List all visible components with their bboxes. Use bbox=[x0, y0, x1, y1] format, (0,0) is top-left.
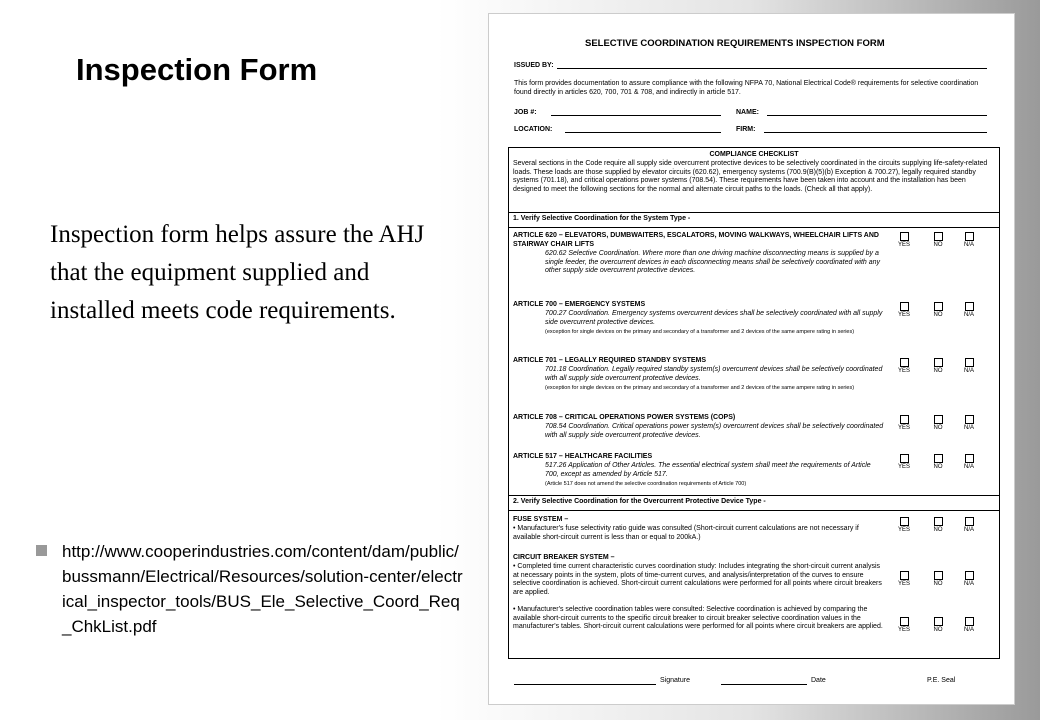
article-701-heading: ARTICLE 701 – LEGALLY REQUIRED STANDBY SYSTEMS bbox=[513, 357, 707, 364]
issued-by-label: ISSUED BY: bbox=[514, 62, 554, 69]
article-517-text: 517.26 Application of Other Articles. The essential electrical system shall meet the requirements of Article 700, except as amended by Article 517. bbox=[545, 462, 871, 478]
location-label: LOCATION: bbox=[514, 126, 553, 133]
cb-tables-no-checkbox[interactable]: NO bbox=[929, 617, 947, 633]
article-708-yes-checkbox[interactable]: YES bbox=[895, 415, 913, 431]
article-620-no-checkbox[interactable]: NO bbox=[929, 232, 947, 248]
section2-heading: 2. Verify Selective Coordination for the Overcurrent Protective Device Type - bbox=[513, 498, 766, 505]
article-517-na-checkbox[interactable]: N/A bbox=[960, 454, 978, 470]
fuse-system-text: • Manufacturer's fuse selectivity ratio guide was consulted (Short-circuit current calculations are not necessary if available short-circuit current is less than or equal to 200kA.) bbox=[513, 525, 859, 541]
fuse-yes-checkbox[interactable]: YES bbox=[895, 517, 913, 533]
fuse-system-heading: FUSE SYSTEM – bbox=[513, 516, 569, 523]
signature-line bbox=[514, 684, 656, 685]
firm-line bbox=[764, 132, 987, 133]
cb-study-yes-checkbox[interactable]: YES bbox=[895, 571, 913, 587]
reference-link[interactable]: http://www.cooperindustries.com/content/dam/public/bussmann/Electrical/Resources/solution-center/electrical_inspector_tools/BUS_Ele_Selective_Coord_Req_ChkList.pdf bbox=[62, 542, 463, 636]
article-517-yes-checkbox[interactable]: YES bbox=[895, 454, 913, 470]
article-620-yes-checkbox[interactable]: YES bbox=[895, 232, 913, 248]
job-label: JOB #: bbox=[514, 109, 537, 116]
article-701-na-checkbox[interactable]: N/A bbox=[960, 358, 978, 374]
article-517-no-checkbox[interactable]: NO bbox=[929, 454, 947, 470]
circuit-breaker-text-1: • Completed time current characteristic curves coordination study: Includes integrating the short-circuit current analysis at necessary points in the system, plots of time-current curves, and analysis/interpretation of the curves to ensure selective coordination is achieved. Short-circuit current calculations were performed for all points where circuit breakers are applied. bbox=[513, 563, 882, 596]
cb-study-na-checkbox[interactable]: N/A bbox=[960, 571, 978, 587]
signature-label: Signature bbox=[660, 677, 690, 684]
article-708-na-checkbox[interactable]: N/A bbox=[960, 415, 978, 431]
article-708-text: 708.54 Coordination. Critical operations power system(s) overcurrent devices shall be selectively coordinated with all supply side overcurrent protective devices. bbox=[545, 423, 884, 439]
form-intro: This form provides documentation to assure compliance with the following NFPA 70, National Electrical Code® requirements for selective coordination found directly in articles 620, 700, 701 & 708, and indirectly in article 517. bbox=[514, 80, 979, 96]
article-701-note: (exception for single devices on the primary and secondary of a transformer and 2 devices of the same ampere rating in series) bbox=[545, 385, 855, 391]
fuse-no-checkbox[interactable]: NO bbox=[929, 517, 947, 533]
circuit-breaker-text-2: • Manufacturer's selective coordination tables were consulted: Selective coordination is achieved by comparing the available short-circuit currents to the specific circuit breaker to circuit breaker selective coordination values in the manufacturer's tables. Short-circuit current calculations were performed for all points where circuit breakers are applied. bbox=[513, 606, 883, 631]
article-620-text: 620.62 Selective Coordination. Where more than one driving machine disconnecting means is supplied by a single feeder, the overcurrent devices in each disconnecting means shall be selectively coordinated with any other supply side overcurrent protective devices. bbox=[545, 250, 881, 275]
date-line bbox=[721, 684, 807, 685]
form-title: SELECTIVE COORDINATION REQUIREMENTS INSPECTION FORM bbox=[585, 38, 885, 49]
firm-label: FIRM: bbox=[736, 126, 756, 133]
divider bbox=[509, 495, 999, 496]
issued-by-line bbox=[557, 68, 987, 69]
circuit-breaker-heading: CIRCUIT BREAKER SYSTEM – bbox=[513, 554, 615, 561]
compliance-checklist-box bbox=[508, 147, 1000, 659]
slide-title: Inspection Form bbox=[76, 52, 318, 87]
fuse-na-checkbox[interactable]: N/A bbox=[960, 517, 978, 533]
article-700-no-checkbox[interactable]: NO bbox=[929, 302, 947, 318]
article-517-heading: ARTICLE 517 – HEALTHCARE FACILITIES bbox=[513, 453, 653, 460]
checklist-title: COMPLIANCE CHECKLIST bbox=[709, 151, 799, 158]
divider bbox=[509, 212, 999, 213]
date-label: Date bbox=[811, 677, 826, 684]
article-701-yes-checkbox[interactable]: YES bbox=[895, 358, 913, 374]
pe-seal-label: P.E. Seal bbox=[927, 677, 956, 684]
article-708-no-checkbox[interactable]: NO bbox=[929, 415, 947, 431]
cb-tables-na-checkbox[interactable]: N/A bbox=[960, 617, 978, 633]
article-701-no-checkbox[interactable]: NO bbox=[929, 358, 947, 374]
divider bbox=[509, 227, 999, 228]
cb-study-no-checkbox[interactable]: NO bbox=[929, 571, 947, 587]
article-620-na-checkbox[interactable]: N/A bbox=[960, 232, 978, 248]
name-label: NAME: bbox=[736, 109, 759, 116]
article-700-na-checkbox[interactable]: N/A bbox=[960, 302, 978, 318]
location-line bbox=[565, 132, 721, 133]
checklist-intro: Several sections in the Code require all supply side overcurrent protective devices to be selectively coordinated in the circuits supplying life-safety-related loads. These loads are those supplied by elevator circuits (620.62), emergency systems (700.9(B)(5)(b) Exception & 700.27), legally required standby systems (701.18), and critical operations power systems (708.54). These requirements have been taken into account and the installation has been designed to meet the following sections for the normal and alternate circuit paths to the loads. (Check all that apply). bbox=[513, 160, 988, 193]
bullet-square-icon bbox=[36, 545, 47, 556]
article-620-heading: ARTICLE 620 – ELEVATORS, DUMBWAITERS, ESCALATORS, MOVING WALKWAYS, WHEELCHAIR LIFTS AND STAIRWAY CHAIR LIFTS bbox=[513, 232, 879, 248]
article-701-text: 701.18 Coordination. Legally required standby system(s) overcurrent devices shall be selectively coordinated with all supply side overcurrent protective devices. bbox=[545, 366, 883, 382]
article-700-heading: ARTICLE 700 – EMERGENCY SYSTEMS bbox=[513, 301, 646, 308]
cb-tables-yes-checkbox[interactable]: YES bbox=[895, 617, 913, 633]
article-708-heading: ARTICLE 708 – CRITICAL OPERATIONS POWER SYSTEMS (COPS) bbox=[513, 414, 736, 421]
reference-link-item bbox=[36, 539, 466, 639]
inspection-form-document bbox=[488, 13, 1015, 705]
article-700-note: (exception for single devices on the primary and secondary of a transformer and 2 devices of the same ampere rating in series) bbox=[545, 329, 855, 335]
article-700-text: 700.27 Coordination. Emergency systems overcurrent devices shall be selectively coordinated with all supply side overcurrent protective devices. bbox=[545, 310, 883, 326]
divider bbox=[509, 510, 999, 511]
section1-heading: 1. Verify Selective Coordination for the System Type - bbox=[513, 215, 691, 222]
article-517-note: (Article 517 does not amend the selective coordination requirements of Article 700) bbox=[545, 481, 747, 487]
article-700-yes-checkbox[interactable]: YES bbox=[895, 302, 913, 318]
slide-summary: Inspection form helps assure the AHJ that the equipment supplied and installed meets code requirements. bbox=[50, 221, 425, 324]
name-line bbox=[767, 115, 987, 116]
job-line bbox=[551, 115, 721, 116]
